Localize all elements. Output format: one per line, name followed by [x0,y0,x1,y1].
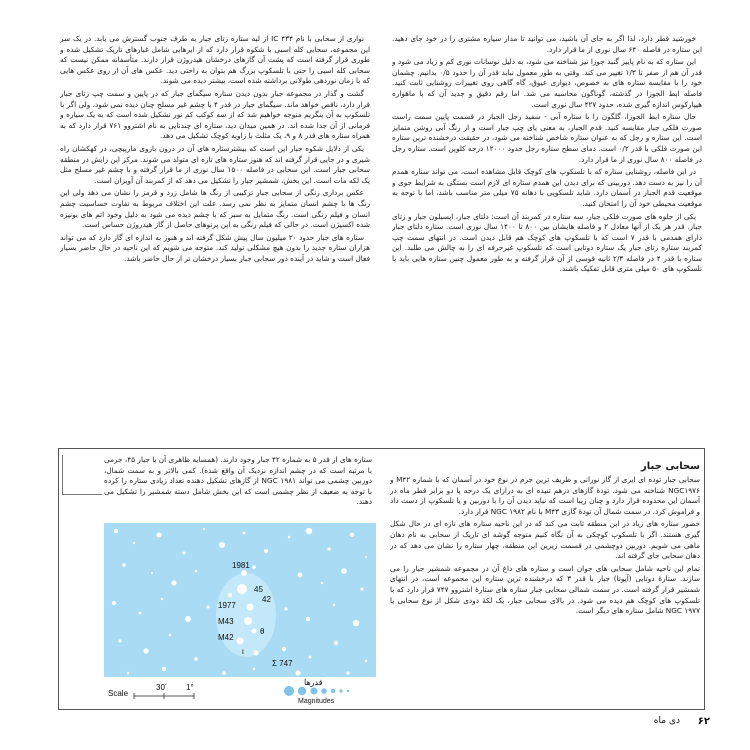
paragraph: حال ستاره ابط الجوزا، گلگون را با ستاره آبی - سفید رجل الجبار در قسمت پایین سمت راست صورت فلکی جبار مقایسه کنید. قدم الجبار، به معنی پای چپ جبار است و از رنگ آبی روشن متمایز است. این ستاره و رجل که به عنوان ستاره شاخص شناخته می شود، در حقیقت درخشنده ترین ستاره این صورت فلکی با قدر ۰/۲ است. دمای سطح ستاره رجل حدود ۱۲۰۰۰ درجه کلوین است. ستاره رجل در فاصله ۸۰۰ سال نوری از ما قرار دارد. [392,112,702,164]
sidebar-title: سحابی جبار [641,461,700,472]
paragraph: ستاره های جبار حدود ۲۰ میلیون سال پیش شکل گرفته اند و هنوز به اندازه ای گاز دارد که می تواند هزاران ستاره جدید را بدون هیچ مشکلی تولید کند. متوجه می شویم که این ناحیه در حال حاضر بسیار فعال است و شاید در آینده دور سحابی جبار بسیار درخشان تر از حال حاضر باشد. [60,232,370,263]
star-map-graphic [104,523,376,706]
paragraph: در این فاصله، روشنایی ستاره که با تلسکوپ های کوچک قابل مشاهده است، می تواند ستاره همدم آن را نیز به دست دهد. دوربینی که برای دیدن این همدم ستاره ای لازم است بستگی به شرایط جوی و موقعیت قدم الجبار در آسمان دارد. شاید تلسکوپی با دهانه ۷۵ میلی متر مناسب باشد، اما با توجه به موقعیت محیطی خود آن را امتحان کنید. [392,167,702,208]
label-theta: θ [260,627,265,636]
page-number: ۶۲ [697,716,710,727]
label-ngc1981: 1981 [232,561,250,570]
scale-label: Scale [108,689,129,698]
paragraph: خورشید قطر دارد، لذا اگر به جای آن باشید، می توانید تا مدار سیاره مشتری را در خود جای دهید. این ستاره در فاصله ۶۴۰ سال نوری از ما قرار دارد. [392,34,702,54]
star-map [104,523,376,706]
scale-degree: 1° [186,683,194,692]
paragraph: حضور ستاره های زیاد در این منطقه ثابت می کند که در این ناحیه ستاره های تازه ای در حال شکل گیری هستند. اگر با تلسکوپ کوچکی به آن نگاه کنیم متوجه گوشه ای تاریک از سحابی به نام دهان ماهی می شویم. دوربین دوچشمی در قسمت زیرین این منطقه، چهار ستاره را نشان می دهد که در دهان سحابی جای گرفته اند. [390,519,700,561]
paragraph: یکی از جلوه های صورت فلکی جبار، سه ستاره در کمربند آن است: دلتای جبار، اپسیلون جبار و زتای جبار. قدر هر یک از آنها معادل ۲ و فاصله هایشان بین ۸۰۰ تا ۱۴۰۰ سال نوری است. ستاره دلتای جبار دارای همدمی با قدر ۷ است که با تلسکوپ های کوچک هم قابل دیدن است. در انتهای سمت چپ کمربند ستاره زتای جبار یک ستاره دوتایی است که تلسکوپ غیرحرفه ای را به چالش می طلبد. این ستاره با قدر ۴ در فاصله ۲/۳ ثانیه قوسی از آن قرار گرفته و به طور معمول چنین ستاره هایی باید با تلسکوپ های ۵۰ میلی متری قابل تفکیک باشند. [392,211,702,274]
paragraph: عکس برداری رنگی از سحابی جبار ترکیبی از رنگ ها شامل زرد و قرمز را نشان می دهد ولی این رنگ ها با چشم انسان متمایز به نظر نمی رسد. علت این اختلاف مربوط به تفاوت حساسیت چشم انسان و فیلم رنگی است. رنگ متمایل به سبز که با چشم دیده می شود به دلیل وجود اتم های یونیزه شده اکسیژن است. در حالی که فیلم رنگی به این پرتوهای حاصل از گاز هیدروژن حساس است. [60,188,370,230]
article-column-right [392,34,702,452]
paragraph: این ستاره که به نام پاییز گنبد جوزا نیز شناخته می شود، به دلیل نوسانات نوری کم و زیاد می شود و قدر آن هم از صفر تا ۱/۳ تغییر می کند. وقتی به طور معمول نباید قدر آن را حدود ۰/۵ بدانیم. چشمان خود را با مقایسه ستاره های به خصوص، دیواری عیوق، گاه گاهی روی تغییرات روشنایی ثابت کنید. فاصله ابط الجوزا در گذشته، گوناگون محاسبه می شد. اما رقم دقیق و جدید آن که با ماهواره هیپارکوس اندازه گیری شده، حدود ۴۲۷ سال نوری است. [392,57,702,109]
issue-label: دی ماه [653,716,680,726]
label-m42: M42 [218,633,234,642]
article-column-left [60,34,370,452]
paragraph: یکی از دلایل شکوه جبار این است که بیشترستاره های آن در درون بازوی مارپیچی، در کهکشان راه شیری و در جایی قرار گرفته اند که هنوز ستاره های تازه ای متولد می شوند. مرکز این زایش در منطقه سحابی جبار است. این سحابی در فاصله ۱۵۰۰ سال نوری از ما قرار گرفته و با چشم غیر مسلح مثل یک لکه مات است. این بخش، شمشیر جبار را تشکیل می دهد که از کمربند آن آویزان است. [60,143,370,185]
paragraph: سحابی جبار توده ای ابری از گاز نورانی و ظریف ترین جرم در نوع خود در آسمان که با شماره M۴۲ و NGC۱۹۷۶ شناخته می شود. تودهٔ گازهای درهم تنیده ای به درازای یک درجه یا دو برابر قطر ماه در آسمان این محدوده قرار دارد و چنان زیبا است که نباید دیدن آن را با دوربین و یا تلسکوپ از دست داد و فراموش کرد. در سمت شمال آن تودهٔ گازی M۴۳ با نام NGC ۱۹۸۲ قرار دارد. [390,475,700,516]
label-iota: ι [242,647,244,656]
label-sigma747: Σ 747 [272,659,293,668]
paragraph: تمام این ناحیه شامل سحابی های جوان است و ستاره های داغ آن در مجموعه شمشیر جبار را می سازند. ستارهٔ دوتایی (آیوتا) جبار با قدر ۳ که درخشنده ترین ستاره این مجموعه است، در انتهای شمشیر قرار گرفته است. در سمت شمالی سحابی جبار ستاره های ستارهٔ اشتروو ۷۴۷ قرار دارد که با تلسکوپ های کوچک هم دیده می شود. در بالای سحابی جبار، یک لکهٔ دودی شکل از نوع سحابی یا NGC ۱۹۷۷ شامل ستاره های دیگر است. [390,563,700,616]
sidebar-text [390,460,700,706]
label-ngc1977: 1977 [218,601,236,610]
paragraph: گشت و گذار در مجموعه جبار بدون دیدن ستاره سیگمای جبار که در پایین و سمت چپ زتای جبار قرار دارد، ناقص خواهد ماند. سیگمای جبار در قدر ۴ با چشم غیر مسلح چنان دیده نمی شود، ولی اگر با تلسکوپ به آن بنگریم متوجه خواهیم شد که از سه کوکب کم نور تشکیل شده است که به یک سیاره و فرمانی از آن جدا شده اند. در همین میدان دید، ستاره ای چندتایی به نام اشتروو ۷۶۱ قرار دارد که به همراه ستاره های قدر ۸ و ۹، یک مثلث با زاویه کوچک تشکیل می دهد. [60,88,370,141]
magnitudes-label-fa: قدرها [304,678,323,687]
label-42: 42 [262,595,271,604]
label-45: 45 [254,585,263,594]
paragraph: نواری از سحابی با نام ۴۳۴ IC از لبه ستاره زتای جبار به طرف جنوب گسترش می یابد. در یک سر این مجموعه، سحابی کله اسبی با شکوه قرار دارد که از ابرهایی شامل غبارهای تاریک تشکیل شده و طوری قرار گرفته است که پشت آن گازهای درخشان هیدروژن قرار دارند. متأسفانه ممکن نیست که سحابی کله اسبی را حتی با تلسکوپ بزرگ هم بتوان به راحتی دید. عکس های آن از روی عکس هایی که با زمان نوردهی طولانی برداشته شده است، بیشتر دیده می شوند. [60,34,370,86]
scale-arcsec: 30´ [156,683,168,692]
map-caption: ستاره های از قدر ۵ به شماره ۴۲ جبار وجود دارند. (همسایه ظاهری آن با جبار ۴۵، جرمی با مرتبه است که در چشم اندازه نزدیک آن واقع شده). کمی بالاتر و به سمت شمال، دوربین چشمی می تواند NGC ۱۹۸۱ از گازهای تشکیل دهنده تعداد زیادی ستاره را کرده با توجه به ضعیف از نظر چشمی است که این بخش شامل دسته شمشیر را تشکیل می دهند. [104,455,372,507]
page-footer [60,716,710,736]
label-m43: M43 [218,617,234,626]
magnitudes-label: Magnitudes [298,698,335,705]
caption-marker [62,455,102,495]
